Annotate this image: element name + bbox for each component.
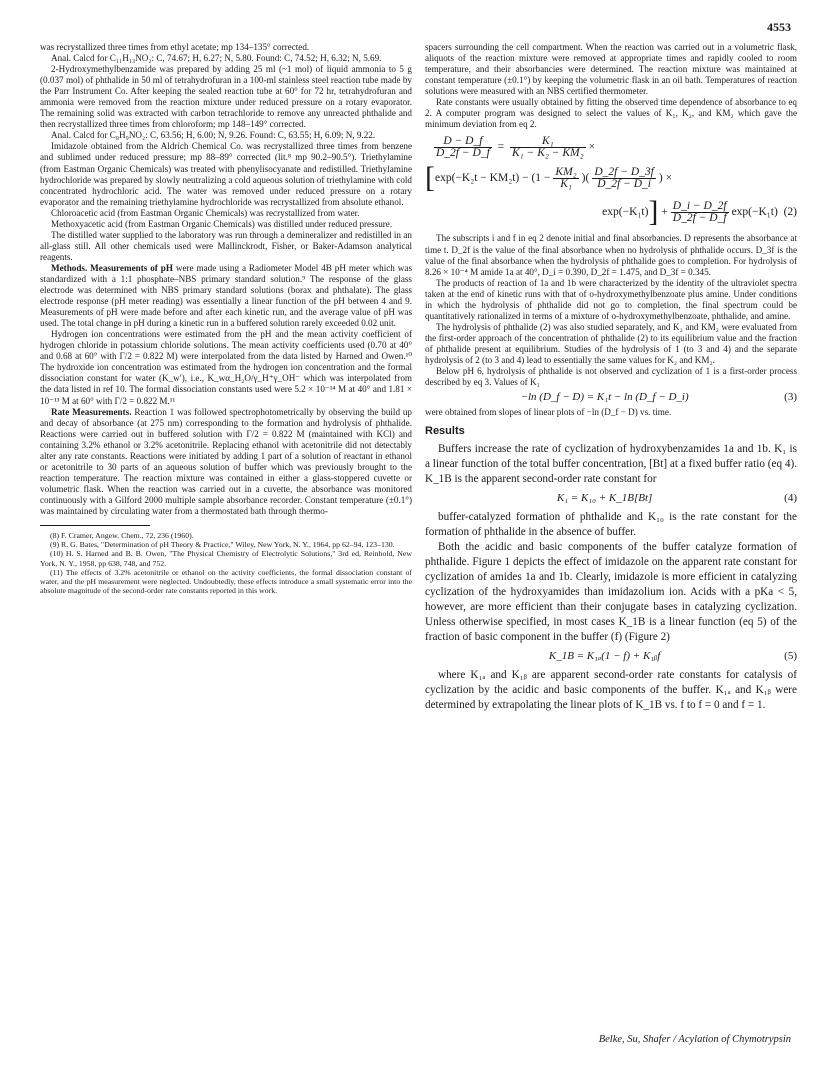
results-paragraph-4: where K₁ₐ and K₁ᵦ are apparent second-order rate constants for catalysis of cyclization by the acidic and basic components of the buffer. K₁ₐ and K₁ᵦ were determined by extrapolating the linear plots of K_1B vs. f to f = 0 and f = 1.	[425, 669, 797, 712]
right-mid-paragraph-text: The hydrolysis of phthalide (2) was also studied separately, and K₂ and KM₂ were evaluated from the first-order approach of the concentration of phthalide (2) to its equilibrium value and the fraction of phthalide present at equilibrium. Studies of the hydrolysis of 1 (to 3 and 4) and the separate hydrolysis of 2 (to 3 and 4) lead to essentially the same values for K₂ and KM₂.	[425, 321, 797, 365]
footnote: (8) F. Cramer, Angew. Chem., 72, 236 (1960).	[50, 531, 194, 541]
left-paragraph-text: Methoxyacetic acid (from Eastman Organic Chemicals) was distilled under reduced pressure.	[51, 218, 393, 229]
left-paragraph-text: Anal. Calcd for C₈H₉NO₂: C, 63.56; H, 6.00; N, 9.26. Found: C, 63.55; H, 6.09; N, 9.22.	[51, 130, 376, 141]
left-paragraph-text: 2-Hydroxymethylbenzamide was prepared by adding 25 ml (~1 mol) of liquid ammonia to 5 g (0.037 mol) of phthalide in 50 ml of tetrahydrofuran in a 100-ml stainless steel reaction tube made by the Parr Instrument Co. After keeping the sealed reaction tube at 60° for 72 hr, tetrahydrofuran and ammonia were removed from the reaction mixture under reduced pressure on a rotary evaporator. The remaining solid was extracted with carbon tetrachloride to remove any unreacted phthalide and then recrystallized three times from chloroform; mp 148–149° corrected.	[40, 64, 412, 130]
right-mid-paragraph	[425, 322, 797, 366]
running-footer: Belke, Su, Shafer / Acylation of Chymotrypsin	[598, 1034, 791, 1045]
right-mid-paragraph-text: Below pH 6, hydrolysis of phthalide is not observed and cyclization of 1 is a first-order process described by eq 3. Values of K₁	[425, 366, 797, 388]
results-paragraph-3: Both the acidic and basic components of the buffer catalyze formation of phthalide. Figure 1 depicts the effect of imidazole on the apparent rate constant for cyclization of amides 1a and 1b. Clearly, imidazole is more efficient in catalyzing cyclization of the hydroxyamides than imidazolium ion. Acids with a pKa < 5, however, are more efficient than their conjugate bases in catalyzing cyclization. Unless otherwise specified, in most cases K_1B is a linear function (eq 5) of the fraction of basic component in the buffer (f) (Figure 2)	[425, 541, 797, 644]
footnote: (10) H. S. Harned and B. B. Owen, "The Physical Chemistry of Electrolytic Solutions," 3rd ed, Reinhold, New York, N. Y., 1958, pp 638, 748, and 752.	[40, 549, 412, 568]
footnote-rule	[40, 525, 150, 526]
eq2-lhs-numerator: D − D_f	[434, 136, 492, 148]
equation-5	[425, 649, 797, 664]
left-paragraph-text: The distilled water supplied to the laboratory was run through a demineralizer and redistilled in an all-glass still. All other chemicals used were Mallinckrodt, Fisher, or Baker-Adamson analytical reagents.	[40, 229, 412, 262]
right-mid-paragraph-text: The products of reaction of 1a and 1b were characterized by the identity of the ultraviolet spectra taken at the end of kinetic runs with that of o-hydroxymethylbenzoate plus amine. Under conditions in which the hydrolysis of phthalide did not go to completion, the final spectrum could be quantitatively rationalized in terms of a mixture of o-hydroxymethylbenzoate, phthalide, and amine.	[425, 277, 797, 321]
left-paragraph-text: Imidazole obtained from the Aldrich Chemical Co. was recrystallized three times from benzene and sublimed under reduced pressure; mp 88–89° corrected (lit.⁸ mp 90.2–90.5°). Triethylamine (from Eastman Organic Chemicals) was treated with phenylisocyanate and redistilled. Triethylamine hydrochloride was prepared by slowly neutralizing a cold aqueous solution of triethylamine with cold concentrated hydrochloric acid. The water was removed under reduced pressure on a rotary evaporator and the remaining triethylamine hydrochloride was recrystallized from absolute ethanol.	[40, 141, 412, 207]
footnote: (11) The effects of 3.2% acetonitrile or ethanol on the activity coefficients, the formal dissociation constant of water, and the pH measurement were neglected. Undoubtedly, these effects introduce a small systematic error into the absolute magnitude of the second-order rate constants reported in this work.	[40, 567, 412, 596]
results-paragraph-1: Buffers increase the rate of cyclization of hydroxybenzamides 1a and 1b. K₁ is a linear function of the total buffer concentration, [Bt] at a fixed buffer ratio (eq 4). K_1B is the apparent second-order rate constant for	[425, 443, 797, 486]
left-paragraph-lead: Methods. Measurements of pH	[51, 262, 173, 273]
left-paragraph	[40, 230, 412, 263]
left-paragraph	[40, 64, 412, 130]
right-top-paragraph	[425, 97, 797, 130]
eq2-paren-close-2: )	[658, 171, 663, 184]
right-top-paragraph-text: spacers surrounding the cell compartment. When the reaction was carried out in a volumetric flask, aliquots of the reaction mixture were removed at appropriate times and rapidly cooled to room temperature, and their absorbancies were determined. The reaction mixture was maintained at constant temperature (±0.1°) by keeping the volumetric flask in an oil bath. Temperatures of reaction solutions were measured with an NBS certified thermometer.	[425, 42, 797, 97]
equation-4	[425, 491, 797, 506]
right-mid-paragraph	[425, 278, 797, 322]
right-top-paragraphs	[425, 42, 797, 130]
left-paragraph-text: Anal. Calcd for C₁₁H₁₃NO₂: C, 74.67; H, 6.27; N, 5.80. Found: C, 74.52; H, 6.32; N, 5.69.	[51, 53, 382, 64]
results-paragraph-2: buffer-catalyzed formation of phthalide and K₁₀ is the rate constant for the formation of phthalide in the absence of buffer.	[425, 511, 797, 539]
eq2-exp-k1: exp(−K₁t)	[602, 205, 649, 218]
eq2-d-numerator: D_2f − D_3f	[594, 165, 654, 178]
eq5-text: K_1B = K₁ₐ(1 − f) + K₁ᵦf	[548, 650, 661, 663]
left-paragraph-text: were made using a Radiometer Model 4B pH meter which was standardized with a 1:1 phosphate–NBS primary standard solution.⁹ The response of the glass electrode was determined with NBS primary standard solutions (borax and phthalate). The glass electrode response (pH meter reading) was essentially a linear function of the pH between 4 and 9. Measurements of pH were made before and after each kinetic run, and the average value of pH was used. The total change in pH during a kinetic run in a buffered solution rarely exceeded 0.02 unit.	[40, 262, 412, 329]
eq2-number: (2)	[783, 205, 797, 218]
eq5-number: (5)	[784, 650, 797, 663]
left-paragraph	[40, 263, 412, 329]
footnote: (9) R. G. Bates, "Determination of pH Theory & Practice," Wiley, New York, N. Y., 1964, pp 62–94, 123–130.	[50, 540, 395, 550]
eq2-km-numerator: KM₂	[555, 165, 577, 178]
eq2-di-numerator: D_i − D_2f	[672, 199, 727, 212]
right-mid-paragraphs	[425, 233, 797, 388]
page-number: 4553	[767, 20, 791, 34]
eq2-k-numerator: K₁	[510, 136, 586, 148]
eq2-exp-k1-2: exp(−K₁t)	[731, 205, 778, 218]
left-paragraph	[40, 141, 412, 207]
eq3-text: −ln (D_f − D) = K₁t − ln (D_f − D_i)	[520, 391, 689, 404]
left-paragraph	[40, 219, 412, 230]
left-paragraph	[40, 407, 412, 517]
left-paragraph-text: Reaction 1 was followed spectrophotometrically by observing the build up and decay of absorbance (at 275 nm) corresponding to the formation and hydrolysis of phthalide. Reactions were carried out in buffered solution with Γ/2 = 0.822 M (maintained with KCl) and containing 3.2% ethanol or 3.2% acetonitrile. Replacing ethanol with acetonitrile did not detectably alter any rate constants. Reactions were initiated by adding 1 part of a solution of reactant in ethanol or acetonitrile to 30 parts of an aqueous solution of buffer which was previously brought to the reaction temperature. The reaction mixture was contained in either a glass-stoppered cuvette or volumetric flask. When the reaction was carried out in a cuvette, the absorbance was monitored continuously with a Gilford 2000 multiple sample absorbance recorder. Constant temperature (±0.1°) was maintained by circulating water from a thermostated bath through thermo-	[40, 406, 412, 516]
right-mid-paragraph	[425, 366, 797, 388]
left-paragraph	[40, 42, 412, 53]
eq2-times-2: ×	[665, 171, 673, 184]
eq3-after-text: were obtained from slopes of linear plots of −ln (D_f − D) vs. time.	[425, 407, 672, 418]
left-column	[40, 42, 412, 595]
footnotes	[40, 531, 412, 595]
left-paragraph-lead: Rate Measurements.	[51, 406, 132, 417]
eq4-text: K₁ = K₁₀ + K_1B[Bt]	[556, 492, 653, 505]
right-mid-paragraph	[425, 233, 797, 277]
left-paragraph-text: Hydrogen ion concentrations were estimated from the pH and the mean activity coefficient of hydrogen chloride in potassium chloride solutions. The mean activity coefficients used (0.70 at 40° and 0.68 at 60° with Γ/2 = 0.822 M) were interpolated from the data listed by Harned and Owen.¹⁰ The hydroxide ion concentration was estimated from the hydrogen ion concentration and the formal dissociation constant for water (K_w′), i.e., K_wα_H₂O/γ_H⁺γ_OH⁻ which was interpolated from the data listed in ref 10. The formal dissociation constants used were 5.2 × 10⁻¹⁴ M at 40° and 1.81 × 10⁻¹³ M at 60° with Γ/2 = 0.822 M.¹¹	[40, 329, 412, 406]
results-heading: Results	[425, 425, 465, 438]
equation-2: $\frac{D - D\_f}{D\_2f - D\_f}$ = $\frac{\text{K₁}}{\text{K₁ − K₂ − KM₂}}$ × [ exp(−K₂t − KM₂t) − (1 − $\frac{\text{KM₂}}{\text{K₁}}$ ) ( $\frac{D\_2f - D\_3f}{D\_2f - D\_i}$ ) × exp(−K₁t) ] + $\frac{D\_i - D\_2f}{D\_2f - D\_f}$ exp(−K₁t) (2)	[425, 135, 797, 229]
left-paragraph-text: was recrystallized three times from ethyl acetate; mp 134–135° corrected.	[40, 42, 310, 52]
left-paragraph-text: Chloroacetic acid (from Eastman Organic Chemicals) was recrystallized from water.	[51, 207, 360, 218]
eq3-number: (3)	[784, 391, 797, 404]
right-mid-paragraph-text: The subscripts i and f in eq 2 denote initial and final absorbancies. D represents the absorbance at time t. D_2f is the value of the final absorbance when no hydrolysis of phthalide occurs. D_3f is the value of the final absorbance when the hydrolysis of phthalide goes to completion. For hydrolysis of 8.26 × 10⁻⁴ M amide 1a at 40°, D_i = 0.390, D_2f = 1.475, and D_3f = 0.345.	[425, 233, 797, 277]
left-paragraph	[40, 329, 412, 406]
results-body	[425, 442, 797, 713]
eq2-k-denominator: K₁ − K₂ − KM₂	[512, 147, 584, 160]
left-column-paragraphs	[40, 42, 412, 517]
right-top-paragraph	[425, 42, 797, 97]
eq2-km-denominator: K₁	[560, 177, 572, 190]
eq2-paren-close: )	[581, 171, 586, 184]
left-paragraph	[40, 130, 412, 141]
eq2-di-denominator: D_2f − D_f	[672, 211, 727, 224]
right-top-paragraph-text: Rate constants were usually obtained by fitting the observed time dependence of absorbance to eq 2. A computer program was designed to select the values of K₁, K₂, and KM₂ which gave the minimum deviation from eq 2.	[425, 97, 797, 130]
eq2-paren-open: (1 −	[531, 171, 551, 184]
eq2-exp-term: exp(−K₂t − KM₂t) −	[435, 171, 529, 184]
eq2-d-denominator: D_2f − D_i	[597, 177, 651, 190]
eq2-lhs-denominator: D_2f − D_f	[436, 147, 490, 160]
right-column	[425, 42, 797, 713]
eq4-number: (4)	[784, 492, 797, 505]
equation-3	[425, 392, 797, 403]
left-paragraph	[40, 208, 412, 219]
eq2-plus: +	[661, 205, 668, 218]
left-paragraph	[40, 53, 412, 64]
eq2-times: ×	[588, 141, 596, 154]
